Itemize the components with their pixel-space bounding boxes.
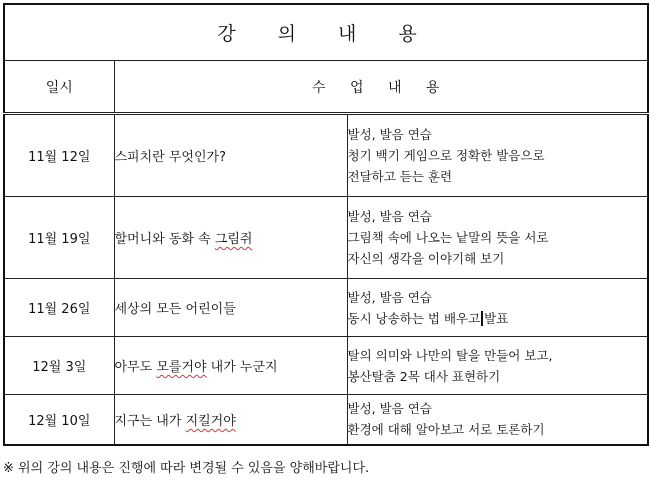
table-row: [4, 395, 648, 445]
lecture-schedule-table: [3, 3, 649, 446]
table-title: 강 의 내 용: [4, 4, 648, 61]
detail-line: 전달하고 듣는 훈련: [347, 169, 453, 184]
row-details: [347, 197, 648, 279]
row-topic: [114, 395, 347, 445]
detail-line: 발성, 발음 연습: [347, 289, 432, 305]
detail-line: 자신의 생각을 이야기해 보기: [347, 251, 505, 266]
table-row: [4, 337, 648, 395]
row-date: 11월 26일: [4, 279, 114, 337]
row-topic: [114, 197, 347, 279]
spellcheck-marked-word: 그림쥐: [214, 232, 253, 247]
row-details: [347, 279, 648, 337]
table-row: [4, 197, 648, 279]
row-details: [347, 337, 648, 395]
detail-line: 발성, 발음 연습: [347, 209, 432, 224]
topic-text: 내가 누군지: [206, 360, 278, 375]
detail-line: [348, 308, 648, 329]
text-cursor: [481, 311, 483, 326]
header-date: 일시: [4, 61, 114, 114]
detail-line: 그림책 속에 나오는 낱말의 뜻을 서로: [347, 230, 549, 245]
row-date: 11월 19일: [4, 197, 114, 279]
spellcheck-marked-word: 모를거야: [156, 360, 207, 375]
detail-line: 봉산탈춤 2목 대사 표현하기: [347, 368, 501, 384]
detail-line: 환경에 대해 알아보고 서로 토론하기: [347, 422, 545, 438]
table-row: [4, 279, 648, 337]
header-content: 수 업 내 용: [114, 61, 648, 114]
table-row: [4, 114, 648, 197]
topic-text: 아무도: [114, 360, 157, 375]
row-topic: [114, 337, 347, 395]
row-topic: 세상의 모든 어린이들: [114, 279, 347, 337]
topic-text: 할머니와 동화 속: [114, 232, 215, 247]
footnote: ※ 위의 강의 내용은 진행에 따라 변경될 수 있음을 양해바랍니다.: [3, 461, 370, 476]
detail-line: 청기 백기 게임으로 정확한 발음으로: [347, 148, 545, 163]
detail-text: 발표: [484, 310, 509, 326]
detail-line: 탈의 의미와 나만의 탈을 만들어 보고,: [347, 347, 553, 363]
row-date: 11월 12일: [4, 114, 114, 197]
topic-text: 지구는 내가: [114, 413, 186, 429]
spellcheck-marked-word: 지킬거야: [185, 413, 236, 429]
detail-text: 동시 낭송하는 법 배우고: [347, 310, 481, 326]
detail-line: 발성, 발음 연습: [347, 401, 432, 417]
row-details: [347, 114, 648, 197]
row-topic: 스피치란 무엇인가?: [114, 114, 347, 197]
row-date: 12월 3일: [4, 337, 114, 395]
row-date: 12월 10일: [4, 395, 114, 445]
row-details: [347, 395, 648, 445]
detail-line: 발성, 발음 연습: [347, 127, 432, 142]
